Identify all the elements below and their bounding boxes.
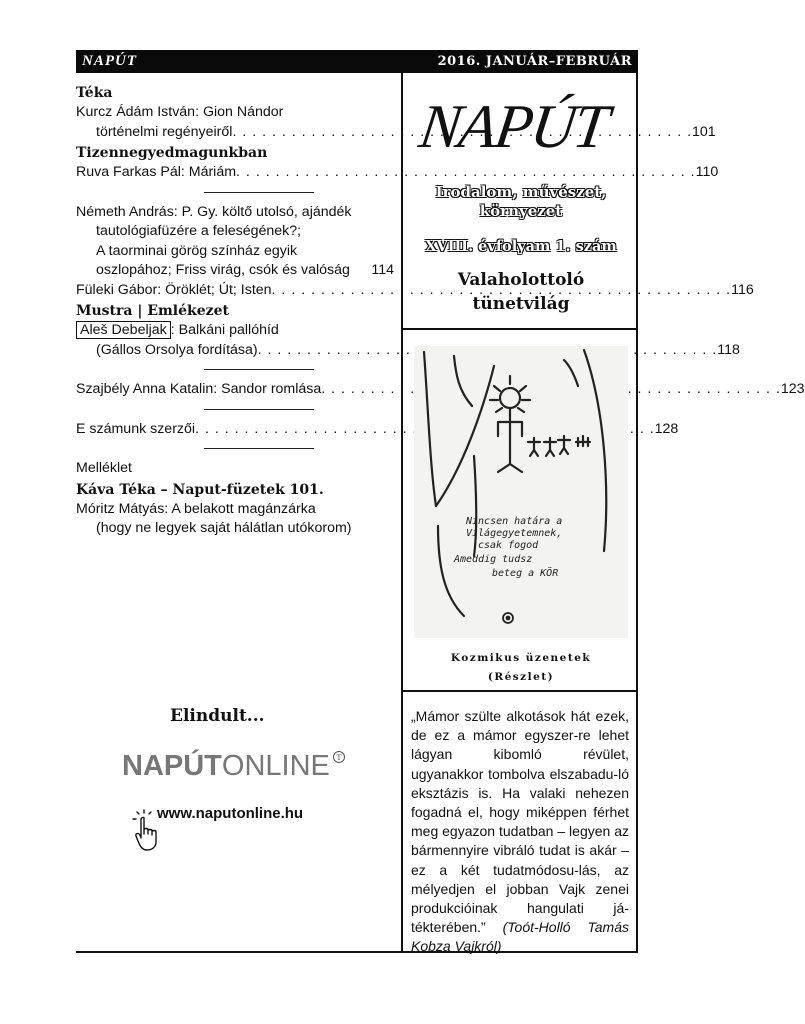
- section-heading: Tizennegyedmagunkban: [76, 145, 268, 161]
- separator: [204, 369, 314, 370]
- section-heading: Káva Téka – Naput-füzetek 101.: [76, 481, 324, 498]
- page-number: 110: [695, 164, 719, 180]
- divider-rule: [403, 690, 636, 692]
- website-link[interactable]: www.naputonline.hu: [157, 805, 304, 822]
- cosmic-messages-drawing: [414, 346, 628, 638]
- toc-entry[interactable]: Füleki Gábor: Öröklét; Út; Isten . . . 116: [76, 281, 394, 301]
- magazine-subtitle: Irodalom, művészet, környezet: [435, 183, 607, 220]
- svg-text:csak fogod: csak fogod: [478, 540, 539, 551]
- page-number: 128: [654, 420, 679, 437]
- magazine-title: NAPÚT: [415, 93, 612, 161]
- page-number: 114: [371, 262, 394, 278]
- section-heading: Mustra | Emlékezet: [76, 303, 229, 319]
- page-number: 123: [780, 381, 805, 397]
- toc-entry[interactable]: Ruva Farkas Pál: Máriám . . . 110: [76, 163, 394, 183]
- toc-entry[interactable]: Kurcz Ádám István: Gion Nándor történelmi regényeiről . . . 101: [76, 103, 394, 142]
- promo-title: Elindult...: [170, 706, 265, 726]
- issue-date: 2016. JANUÁR–FEBRUÁR: [437, 54, 632, 69]
- quote-block: „Mámor szülte alkotások hát ezek, de ez a mámor egyszer-re lehet lágyan kibomló révület, ugyanakkor tombolva elszabadu-ló eksztázis is. Ha valaki nehezen fogadná el, hogy miképpen férhet meg egyazon tudatban – legyen az bármennyire vibráló tudat is akár – ez a két tudatmódosu-lás, az mélyedjen el jobban Vajk zenei produkcióinak hangulati já-tékterében.” (Toót-Holló Tamás Kobza Vajkról): [411, 708, 629, 955]
- svg-text:Nincsen határa a: Nincsen határa a: [466, 516, 563, 527]
- svg-text:beteg a KÖR: beteg a KÖR: [492, 568, 559, 579]
- svg-text:Ameddig tudsz: Ameddig tudsz: [454, 554, 533, 565]
- separator: [204, 192, 314, 193]
- naputonline-logo[interactable]: NAPÚTONLINE T: [122, 750, 346, 783]
- quote-source: (Toót-Holló Tamás Kobza Vajkról): [411, 919, 629, 955]
- toc-entry[interactable]: Aleš Debeljak : Balkáni pallóhíd (Gállos Orsolya fordítása) . . . 118: [76, 321, 394, 360]
- separator: [204, 448, 314, 449]
- supplement-label: Melléklet: [76, 460, 132, 476]
- section-heading-teka: Téka: [76, 85, 113, 101]
- separator: [204, 409, 314, 410]
- svg-text:Világegyetemnek,: Világegyetemnek,: [466, 528, 563, 539]
- page-number: 101: [692, 123, 716, 140]
- toc-entry[interactable]: E számunk szerzői . . . 128: [76, 420, 394, 440]
- page-number: 116: [731, 281, 754, 298]
- header-logo: NAPÚT: [82, 53, 137, 69]
- image-caption: Kozmikus üzenetek (Részlet): [450, 652, 592, 683]
- trademark-icon: [332, 750, 346, 764]
- toc-entry[interactable]: Szajbély Anna Katalin: Sandor romlása . . . 123: [76, 380, 394, 400]
- divider-rule: [403, 328, 636, 330]
- toc-entry[interactable]: Móritz Mátyás: A belakott magánzárka (hogy ne legyek saját hálátlan utókorom): [76, 500, 352, 536]
- page-number: 118: [717, 341, 740, 358]
- issue-number: XVIII. évfolyam 1. szám: [425, 238, 617, 255]
- issue-theme: Valaholottoló tünetvilág: [457, 270, 585, 314]
- header-bar: [76, 50, 638, 73]
- svg-text:T: T: [336, 753, 342, 762]
- artwork-image: [414, 346, 628, 638]
- toc-entry[interactable]: Németh András: P. Gy. költő utolsó, ajándék tautológiafüzére a feleségének?; A taorminai görög színház egyik oszlopához; Friss virág, csók és valóság 114: [76, 203, 394, 281]
- column-divider: [401, 73, 403, 951]
- boxed-author: Aleš Debeljak: [76, 321, 171, 339]
